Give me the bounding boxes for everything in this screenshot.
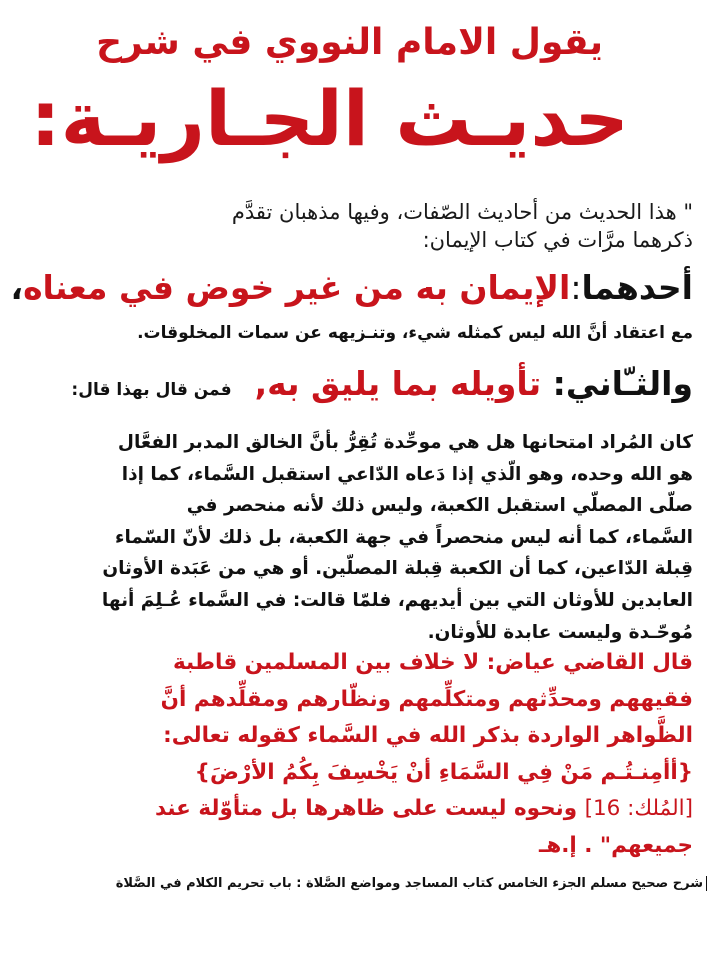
first-opinion-heading xyxy=(10,268,693,307)
quote-line: فقيههم ومحدِّثهم ومتكلِّمهم ونظّارهم ومقلِّدهم أنَّ xyxy=(160,686,693,712)
second-opinion-comma: , xyxy=(254,364,268,403)
qadi-iyad-quote xyxy=(10,645,693,864)
verse-reference: [المُلك: 16] xyxy=(584,796,693,821)
second-opinion-highlight: تأويله بما يليق به xyxy=(267,364,542,403)
quote-line: قال القاضي عياض: لا خلاف بين المسلمين قاطبة xyxy=(172,650,693,675)
first-opinion-colon: : xyxy=(570,268,582,307)
quote-line-with-ref xyxy=(10,791,693,828)
first-opinion-lead: أحدهما xyxy=(581,268,693,307)
quote-line-end: جميعهم" . إ.هـ xyxy=(538,832,693,858)
body-line: كان المُراد امتحانها هل هي موحِّدة تُقِرُّ بأنَّ الخالق المدبر الفعَّال xyxy=(117,432,693,453)
body-line: صلّى المصلّي استقبل الكعبة، وليس ذلك لأنه منحصر في xyxy=(186,495,693,517)
first-opinion-highlight: الإيمان به من غير خوض في معناه xyxy=(23,268,571,307)
second-opinion-tail: فمن قال بهذا قال: xyxy=(71,380,232,400)
body-line: السَّماء، كما أنه ليس منحصراً في جهة الكعبة، بل ذلك لأنّ السّماء xyxy=(115,526,693,548)
body-line: مُوحّـدة وليست عابدة للأوثان. xyxy=(427,621,693,643)
title-line-2: حديـث الجـاريـة: xyxy=(30,74,629,163)
first-opinion-comma: ، xyxy=(10,268,24,307)
quote-line-continuation: ونحوه ليست على ظاهرها بل متأوّلة عند xyxy=(154,796,578,821)
first-opinion-detail: مع اعتقاد أنَّ الله ليس كمثله شيء، وتنـزيهه عن سمات المخلوقات. xyxy=(137,323,693,343)
quran-verse: {أأمِنـتُـم مَنْ فِي السَّمَاءِ أنْ يَخْسِفَ بِكُمُ الأرْضَ} xyxy=(194,759,693,785)
title-line-1: يقول الامام النووي في شرح xyxy=(96,22,603,63)
second-opinion-lead: والثـّاني xyxy=(565,364,693,403)
source-citation: شرح صحيح مسلم الجزء الخامس كتاب المساجد ومواضع الصَّلاة : باب تحريم الكلام في الصَّلاة xyxy=(116,876,707,891)
second-opinion-colon: : xyxy=(552,364,566,403)
second-opinion-heading xyxy=(10,364,693,403)
intro-line-2: ذكرهما مرَّات في كتاب الإيمان: xyxy=(422,228,693,252)
body-line: هو الله وحده، وهو الّذي إذا دَعاه الدّاعي استقبل السَّماء، كما إذا xyxy=(121,463,693,485)
intro-paragraph xyxy=(10,198,693,254)
body-line: العابدين للأوثان التي بين أيديهم، فلمّا قالت: في السَّماء عُـلِمَ أنها xyxy=(101,589,693,611)
body-line: قِبلة الدّاعين، كما أن الكعبة قِبلة المصلّين. أو هي من عَبَدة الأوثان xyxy=(102,558,693,580)
intro-line-1: " هذا الحديث من أحاديث الصّفات، وفيها مذهبان تقدَّم xyxy=(231,200,693,224)
quote-line: الظَّواهر الواردة بذكر الله في السَّماء كقوله تعالى: xyxy=(163,723,693,748)
body-paragraph xyxy=(10,427,693,648)
